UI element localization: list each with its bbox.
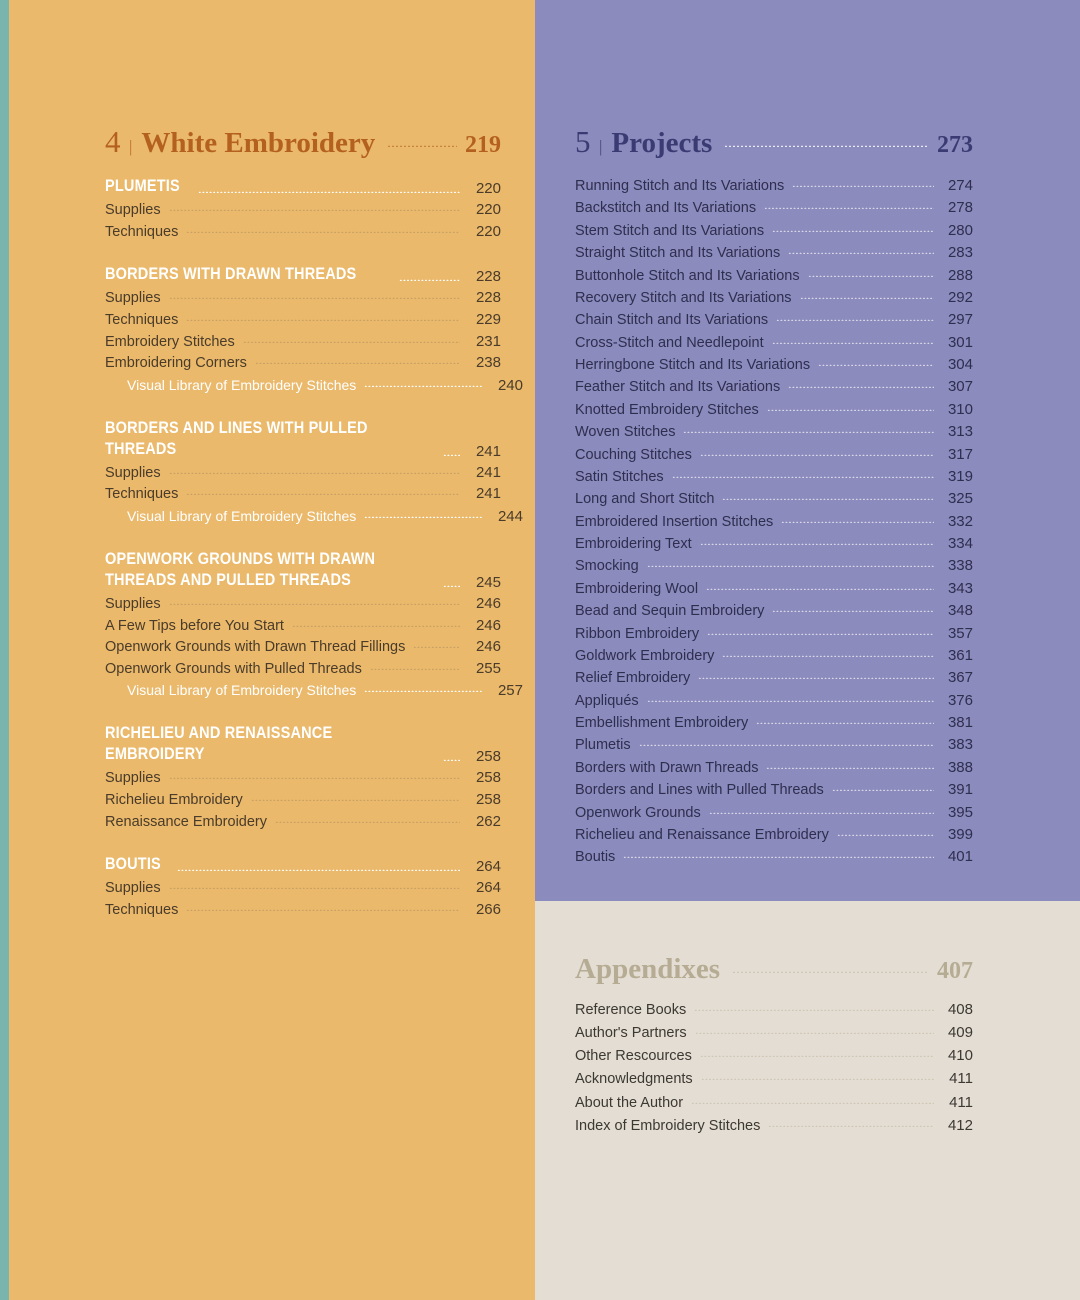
toc-subentry-dot-leader [169, 602, 460, 605]
toc-subentry[interactable] [105, 200, 501, 221]
toc-project-entry[interactable] [575, 489, 973, 510]
toc-subentry-page-number: 262 [475, 812, 501, 830]
toc-project-entry-label: Bead and Sequin Embroidery [575, 603, 765, 620]
toc-subentry-label: Embroidery Stitches [105, 333, 235, 350]
toc-project-entry-page-number: 307 [947, 378, 973, 396]
toc-project-entry[interactable] [575, 333, 973, 354]
toc-subentry-dot-leader [292, 624, 460, 627]
toc-project-entry-page-number: 388 [947, 758, 973, 776]
toc-appendix-entry-page-number: 411 [949, 1070, 973, 1088]
toc-project-entry-page-number: 399 [947, 825, 973, 843]
toc-appendix-entry-dot-leader [700, 1054, 934, 1057]
toc-subentry-label: Richelieu Embroidery [105, 792, 243, 809]
toc-subentry-page-number: 258 [475, 769, 501, 787]
toc-subentry-dot-leader [186, 318, 460, 321]
toc-subsubentry-dot-leader [364, 384, 482, 387]
toc-section-header-dot-leader [443, 453, 460, 456]
toc-subentry-page-number: 229 [475, 310, 501, 328]
toc-subentry[interactable] [105, 353, 501, 374]
toc-project-entry-label: Boutis [575, 849, 616, 866]
toc-subsubentry-dot-leader [364, 689, 482, 692]
toc-project-entry[interactable] [575, 445, 973, 466]
toc-subentry-label: Supplies [105, 770, 161, 787]
toc-section-header-page-number: 228 [475, 268, 501, 286]
toc-project-entry-label: Borders and Lines with Pulled Threads [575, 782, 824, 799]
toc-subentry-page-number: 220 [475, 222, 501, 240]
toc-project-entry-page-number: 401 [947, 848, 973, 866]
toc-section-header[interactable] [105, 854, 501, 875]
toc-subentry-page-number: 258 [475, 791, 501, 809]
toc-project-entry-dot-leader [792, 184, 934, 187]
toc-project-entry[interactable] [575, 243, 973, 264]
chapter-4-column [105, 124, 523, 920]
toc-project-entry-label: Embroidering Text [575, 536, 692, 552]
toc-project-entry-dot-leader [672, 475, 934, 478]
toc-project-entry-page-number: 338 [947, 557, 973, 575]
toc-project-entry[interactable] [575, 176, 973, 197]
toc-section-header-dot-leader [443, 758, 460, 761]
toc-appendix-entry-label: Index of Embroidery Stitches [575, 1117, 761, 1134]
toc-subentry-label: Supplies [105, 596, 161, 613]
toc-appendix-entry[interactable] [575, 1023, 973, 1044]
toc-project-entry-dot-leader [683, 430, 934, 433]
toc-project-entry-page-number: 357 [947, 624, 973, 642]
appendix-title: Appendixes [575, 953, 721, 985]
toc-project-entry[interactable] [575, 735, 973, 756]
toc-project-entry-label: Couching Stitches [575, 446, 692, 463]
toc-project-entry-dot-leader [767, 408, 934, 411]
toc-appendix-entry[interactable] [575, 1046, 973, 1067]
toc-project-entry-dot-leader [647, 564, 934, 567]
toc-subentry[interactable] [105, 616, 501, 637]
toc-subentry-dot-leader [413, 645, 460, 648]
toc-subentry[interactable] [105, 332, 501, 353]
toc-project-entry[interactable] [575, 624, 973, 645]
toc-project-entry-page-number: 376 [947, 691, 973, 709]
toc-project-entry-label: Embroidering Wool [575, 580, 699, 597]
toc-subentry-label: Embroidering Corners [105, 355, 247, 372]
appendix-title-row[interactable] [575, 955, 973, 984]
toc-subentry-dot-leader [169, 296, 460, 299]
toc-subentry-label: Techniques [105, 311, 179, 328]
toc-project-entry-label: Openwork Grounds [575, 804, 701, 821]
toc-project-entry-dot-leader [776, 318, 934, 321]
toc-subentry-dot-leader [370, 667, 460, 670]
toc-subentry[interactable] [105, 659, 501, 680]
toc-subentry-page-number: 238 [475, 354, 501, 372]
toc-subentry-dot-leader [243, 340, 460, 343]
toc-project-entry-page-number: 348 [947, 602, 973, 620]
toc-section-header-label: RICHELIEU AND RENAISSANCE EMBROIDERY [105, 724, 333, 764]
toc-project-entry-page-number: 319 [947, 467, 973, 485]
toc-section-header-label: BORDERS WITH DRAWN THREADS [105, 265, 357, 284]
toc-project-entry[interactable] [575, 377, 973, 398]
toc-project-entry-page-number: 381 [947, 714, 973, 731]
toc-subentry[interactable] [105, 900, 501, 921]
chapter-4-title: White Embroidery [141, 127, 376, 159]
toc-project-entry[interactable] [575, 601, 973, 622]
toc-subentry-page-number: 220 [475, 201, 501, 219]
toc-subentry-label: Supplies [105, 202, 161, 219]
toc-project-entry-dot-leader [623, 855, 934, 858]
toc-project-entry-dot-leader [808, 274, 934, 277]
toc-section-header-page-number: 220 [475, 180, 501, 198]
toc-project-entry-dot-leader [706, 587, 934, 590]
toc-project-entry-label: Running Stitch and Its Variations [575, 178, 785, 194]
toc-section-header[interactable] [105, 549, 501, 591]
toc-project-entry-dot-leader [722, 497, 934, 500]
toc-subentry-dot-leader [169, 208, 460, 211]
toc-project-entry-dot-leader [707, 632, 934, 635]
toc-project-entry-dot-leader [788, 385, 934, 388]
toc-subentry-dot-leader [186, 492, 460, 495]
toc-section-header-page-number: 264 [475, 858, 501, 876]
toc-project-entry-dot-leader [700, 453, 934, 456]
toc-appendix-entry[interactable] [575, 1093, 973, 1114]
toc-subentry-dot-leader [169, 471, 460, 474]
toc-project-entry-label: Buttonhole Stitch and Its Variations [575, 267, 800, 284]
toc-project-entry[interactable] [575, 534, 973, 555]
toc-subentry-label: Techniques [105, 901, 179, 918]
toc-appendix-entry-page-number: 409 [947, 1024, 973, 1042]
toc-project-entry-label: Goldwork Embroidery [575, 647, 715, 664]
toc-project-entry-dot-leader [766, 766, 934, 769]
toc-project-entry-label: Woven Stitches [575, 424, 676, 441]
toc-project-entry-dot-leader [800, 296, 934, 299]
toc-appendix-entry-page-number: 410 [947, 1047, 973, 1065]
toc-subentry-dot-leader [275, 820, 460, 823]
toc-appendix-entry-label: Author's Partners [575, 1025, 687, 1042]
toc-project-entry[interactable] [575, 355, 973, 376]
toc-project-entry-page-number: 283 [947, 244, 973, 262]
toc-project-entry[interactable] [575, 713, 973, 734]
toc-project-entry-page-number: 304 [947, 356, 973, 373]
toc-subentry-dot-leader [186, 230, 460, 233]
toc-subentry-page-number: 246 [475, 616, 501, 634]
toc-project-entry-page-number: 292 [947, 288, 973, 306]
toc-project-entry-page-number: 395 [947, 803, 973, 821]
toc-project-entry-page-number: 383 [947, 736, 973, 754]
toc-subentry-label: Openwork Grounds with Pulled Threads [105, 660, 362, 677]
toc-appendix-entry-label: Other Rescources [575, 1048, 692, 1065]
toc-appendix-entry-dot-leader [768, 1124, 934, 1127]
toc-project-entry-dot-leader [639, 743, 934, 746]
toc-project-entry-dot-leader [781, 520, 934, 523]
toc-subentry[interactable] [105, 637, 501, 658]
toc-project-entry[interactable] [575, 579, 973, 600]
toc-project-entry-label: Cross-Stitch and Needlepoint [575, 334, 764, 351]
toc-subentry-label: Supplies [105, 464, 161, 481]
toc-section-header-page-number: 245 [475, 574, 501, 592]
toc-project-entry-label: Chain Stitch and Its Variations [575, 312, 769, 329]
toc-appendix-entry-page-number: 408 [947, 1001, 973, 1018]
toc-project-entry[interactable] [575, 266, 973, 287]
toc-project-entry-label: Knotted Embroidery Stitches [575, 401, 759, 418]
chapter-5-dot-leader [724, 144, 929, 147]
toc-project-entry-page-number: 325 [947, 490, 973, 508]
toc-section-header-label: BOUTIS [105, 855, 161, 874]
toc-subentry-label: Techniques [105, 486, 179, 503]
toc-subsubentry-page-number: 244 [497, 507, 523, 525]
toc-appendix-entry-dot-leader [694, 1008, 934, 1011]
toc-project-entry-label: Straight Stitch and Its Variations [575, 245, 781, 262]
toc-project-entry-page-number: 313 [947, 423, 973, 441]
toc-appendix-entry-page-number: 412 [947, 1116, 973, 1134]
toc-project-entry-dot-leader [698, 676, 934, 679]
toc-subentry[interactable] [105, 222, 501, 243]
toc-project-entry[interactable] [575, 310, 973, 331]
toc-project-entry[interactable] [575, 400, 973, 421]
toc-subentry[interactable] [105, 768, 501, 789]
toc-project-entry-page-number: 280 [947, 221, 973, 239]
toc-project-entry-label: Long and Short Stitch [575, 491, 715, 508]
toc-project-entry-page-number: 367 [947, 669, 973, 687]
toc-project-entry-label: Relief Embroidery [575, 670, 691, 687]
toc-subentry-dot-leader [255, 361, 460, 364]
toc-appendix-entry[interactable] [575, 1069, 973, 1090]
toc-project-entry-dot-leader [764, 206, 934, 209]
appendix-column [575, 955, 973, 1137]
chapter-4-section-list [105, 176, 523, 920]
toc-subentry-dot-leader [251, 798, 460, 801]
toc-project-entry-page-number: 274 [947, 177, 973, 194]
toc-appendix-entry-dot-leader [701, 1077, 934, 1080]
toc-project-entry[interactable] [575, 467, 973, 488]
toc-project-entry-page-number: 317 [947, 445, 973, 463]
toc-subentry-page-number: 246 [475, 638, 501, 656]
toc-project-entry-page-number: 288 [947, 266, 973, 284]
toc-subentry-dot-leader [169, 886, 460, 889]
toc-subentry[interactable] [105, 484, 501, 505]
chapter-5-divider: | [599, 137, 603, 156]
toc-section-header[interactable] [105, 176, 501, 197]
toc-subsubentry-page-number: 257 [497, 682, 523, 700]
toc-subentry-label: A Few Tips before You Start [105, 617, 284, 634]
toc-subentry-page-number: 246 [475, 595, 501, 613]
toc-subentry-dot-leader [186, 908, 460, 911]
toc-subentry-page-number: 241 [475, 485, 501, 503]
toc-subsubentry-label: Visual Library of Embroidery Stitches [127, 376, 357, 393]
chapter-5-entry-list [575, 176, 973, 868]
toc-section-header-page-number: 241 [475, 442, 501, 460]
toc-appendix-entry[interactable] [575, 1116, 973, 1137]
toc-project-entry[interactable] [575, 803, 973, 824]
toc-project-entry-label: Recovery Stitch and Its Variations [575, 289, 792, 306]
toc-project-entry[interactable] [575, 556, 973, 577]
toc-project-entry-dot-leader [772, 341, 934, 344]
toc-subsubentry[interactable] [105, 681, 523, 701]
toc-project-entry-label: Stem Stitch and Its Variations [575, 222, 765, 239]
toc-subentry-page-number: 266 [475, 900, 501, 918]
chapter-4-title-row[interactable] [105, 126, 501, 158]
toc-subsubentry[interactable] [105, 376, 523, 396]
toc-project-entry-dot-leader [772, 229, 934, 232]
toc-project-entry-page-number: 310 [947, 400, 973, 418]
toc-project-entry-page-number: 361 [947, 646, 973, 664]
toc-project-entry[interactable] [575, 825, 973, 846]
toc-project-entry-dot-leader [700, 542, 934, 545]
toc-project-entry[interactable] [575, 422, 973, 443]
chapter-4-page-number: 219 [465, 132, 501, 158]
chapter-5-title: Projects [611, 127, 713, 159]
appendix-dot-leader [732, 970, 929, 973]
toc-subentry[interactable] [105, 288, 501, 309]
toc-section-header-label: PLUMETIS [105, 177, 180, 195]
chapter-4-divider: | [129, 137, 133, 156]
toc-project-entry-page-number: 297 [947, 311, 973, 329]
chapter-5-title-row[interactable] [575, 126, 973, 158]
toc-project-entry-label: Backstitch and Its Variations [575, 200, 757, 217]
toc-subentry-page-number: 228 [475, 289, 501, 307]
toc-subsubentry-label: Visual Library of Embroidery Stitches [127, 507, 357, 524]
toc-project-entry-label: Appliqués [575, 692, 639, 709]
toc-project-entry[interactable] [575, 847, 973, 868]
toc-project-entry[interactable] [575, 221, 973, 242]
toc-project-entry-dot-leader [647, 699, 934, 702]
toc-subentry[interactable] [105, 463, 501, 484]
toc-project-entry-label: Herringbone Stitch and Its Variations [575, 357, 811, 373]
toc-project-entry-label: Borders with Drawn Threads [575, 759, 759, 776]
toc-project-entry-dot-leader [756, 721, 934, 724]
toc-project-entry[interactable] [575, 512, 973, 533]
toc-project-entry-label: Plumetis [575, 737, 631, 754]
toc-subentry-page-number: 241 [475, 463, 501, 481]
toc-subentry-page-number: 255 [475, 659, 501, 677]
chapter-4-dot-leader [387, 144, 457, 147]
toc-project-entry-dot-leader [722, 654, 934, 657]
toc-project-entry-label: Richelieu and Renaissance Embroidery [575, 826, 829, 843]
toc-section-header-dot-leader [399, 278, 460, 281]
toc-subentry[interactable] [105, 812, 501, 833]
toc-subentry-label: Openwork Grounds with Drawn Thread Fillings [105, 639, 406, 656]
toc-appendix-entry[interactable] [575, 1000, 973, 1021]
toc-appendix-entry-dot-leader [691, 1101, 934, 1104]
toc-project-entry-dot-leader [818, 363, 934, 366]
toc-subentry-label: Techniques [105, 223, 179, 240]
toc-subsubentry[interactable] [105, 507, 523, 527]
toc-project-entry-dot-leader [772, 609, 934, 612]
toc-project-entry-label: Ribbon Embroidery [575, 625, 700, 642]
toc-project-entry-label: Feather Stitch and Its Variations [575, 379, 781, 396]
toc-project-entry[interactable] [575, 691, 973, 712]
appendix-entry-list [575, 1000, 973, 1137]
toc-appendix-entry-page-number: 411 [949, 1093, 973, 1111]
toc-project-entry-dot-leader [832, 788, 934, 791]
toc-subentry[interactable] [105, 878, 501, 899]
appendix-page-number: 407 [937, 958, 973, 984]
toc-subentry-page-number: 264 [475, 879, 501, 897]
toc-project-entry-dot-leader [709, 811, 934, 814]
toc-project-entry[interactable] [575, 780, 973, 801]
toc-section-header[interactable] [105, 264, 501, 285]
toc-project-entry-label: Smocking [575, 558, 639, 575]
toc-appendix-entry-label: Acknowledgments [575, 1071, 693, 1088]
chapter-5-page-number: 273 [937, 132, 973, 158]
toc-subentry[interactable] [105, 790, 501, 811]
toc-subsubentry-page-number: 240 [497, 376, 523, 394]
toc-subentry[interactable] [105, 594, 501, 615]
toc-project-entry-label: Satin Stitches [575, 468, 664, 485]
toc-project-entry[interactable] [575, 198, 973, 219]
left-edge-strip [0, 0, 9, 1300]
toc-section-header-label: OPENWORK GROUNDS WITH DRAWN THREADS AND PULLED THREADS [105, 549, 376, 589]
toc-subentry-dot-leader [169, 776, 460, 779]
toc-subentry-label: Supplies [105, 880, 161, 897]
toc-project-entry-label: Embroidered Insertion Stitches [575, 513, 774, 530]
toc-project-entry-dot-leader [788, 251, 934, 254]
toc-appendix-entry-dot-leader [695, 1031, 934, 1034]
toc-section-header-label: BORDERS AND LINES WITH PULLED THREADS [105, 418, 368, 458]
toc-project-entry-page-number: 301 [947, 333, 973, 351]
toc-project-entry-page-number: 334 [947, 535, 973, 552]
toc-subentry-label: Supplies [105, 290, 161, 307]
toc-section-header-dot-leader [198, 190, 460, 193]
toc-section-header[interactable] [105, 418, 501, 460]
toc-project-entry-label: Embellishment Embroidery [575, 715, 749, 731]
toc-project-entry-page-number: 343 [947, 579, 973, 597]
chapter-5-column [575, 126, 973, 868]
toc-section-header-page-number: 258 [475, 748, 501, 766]
toc-section-header[interactable] [105, 723, 501, 765]
toc-subentry-page-number: 231 [475, 332, 501, 350]
toc-project-entry-page-number: 391 [947, 781, 973, 799]
toc-appendix-entry-label: Reference Books [575, 1002, 687, 1018]
toc-project-entry[interactable] [575, 288, 973, 309]
toc-project-entry[interactable] [575, 646, 973, 667]
toc-subsubentry-dot-leader [364, 515, 482, 518]
toc-subsubentry-label: Visual Library of Embroidery Stitches [127, 682, 357, 699]
toc-project-entry-page-number: 332 [947, 512, 973, 530]
toc-appendix-entry-label: About the Author [575, 1094, 684, 1111]
toc-project-entry-page-number: 278 [947, 199, 973, 217]
toc-subentry[interactable] [105, 310, 501, 331]
toc-section-header-dot-leader [443, 584, 460, 587]
toc-project-entry-dot-leader [837, 833, 934, 836]
toc-section-header-dot-leader [177, 868, 460, 871]
toc-project-entry[interactable] [575, 758, 973, 779]
chapter-4-number: 4 [105, 124, 121, 159]
chapter-5-number: 5 [575, 124, 591, 159]
toc-subentry-label: Renaissance Embroidery [105, 813, 267, 830]
toc-project-entry[interactable] [575, 668, 973, 689]
